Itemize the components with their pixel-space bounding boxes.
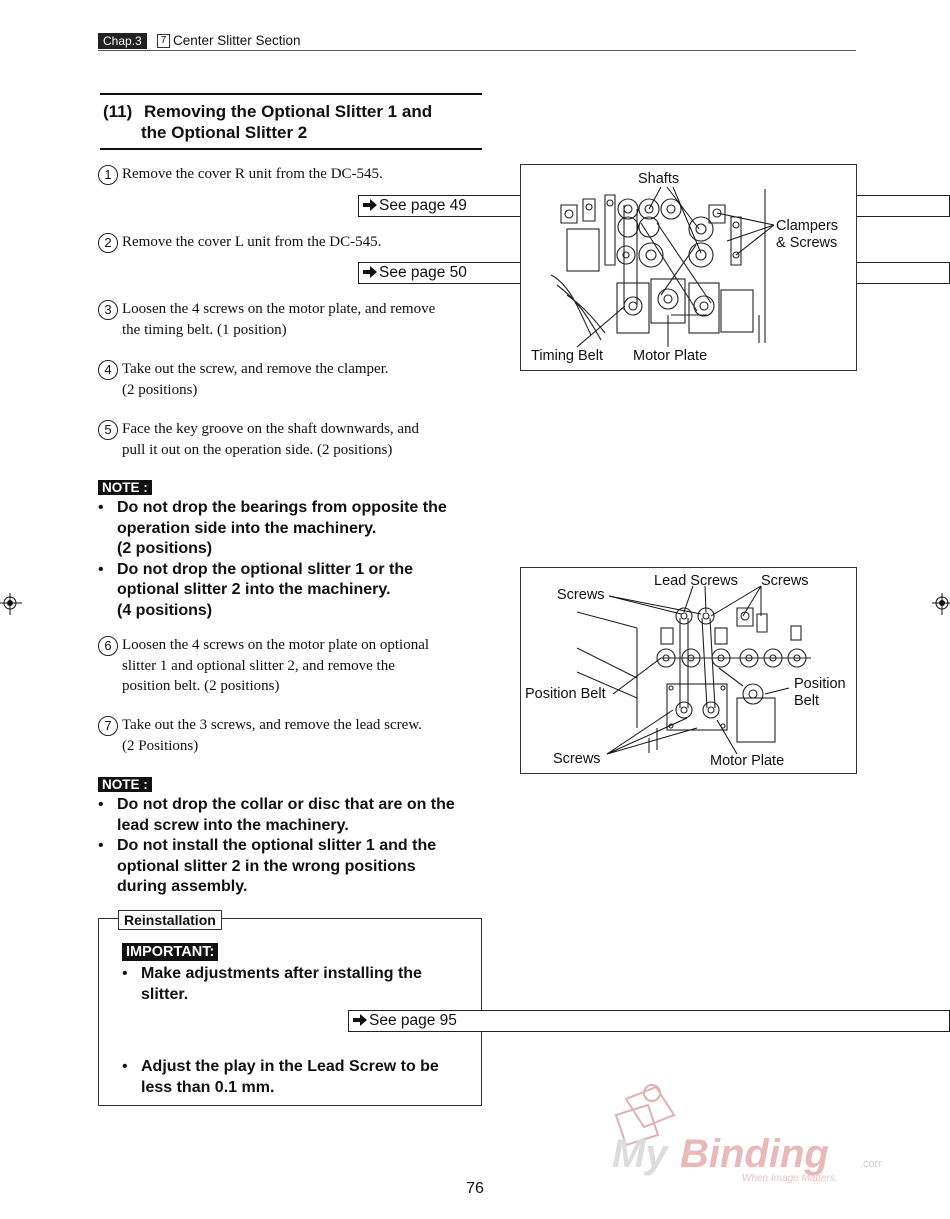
step-text: Loosen the 4 screws on the motor plate on optional	[122, 637, 430, 653]
step-marker: 5	[98, 420, 118, 440]
step-text: the timing belt. (1 position)	[122, 322, 287, 338]
arrow-right-icon	[363, 200, 377, 210]
label-position-belt-left: Position Belt	[525, 686, 606, 702]
see-page-label: See page 49	[379, 197, 467, 214]
note-item: • Do not drop the bearings from opposite the operation side into the machinery. (2 positions)	[98, 498, 488, 560]
step-text: (2 Positions)	[122, 738, 199, 754]
step-marker: 2	[98, 233, 118, 253]
label-screws-bottom: Screws	[553, 751, 601, 767]
step-4	[98, 359, 488, 400]
note-item: • Do not drop the optional slitter 1 or the optional slitter 2 into the machinery. (4 positions)	[98, 560, 488, 622]
mybinding-logo-icon	[612, 1075, 882, 1185]
arrow-right-icon	[353, 1015, 367, 1025]
note-badge: NOTE :	[98, 776, 152, 794]
registration-mark-left-icon	[0, 593, 24, 617]
watermark-tagline: When Image Matters.	[742, 1173, 838, 1184]
important-list	[122, 964, 472, 1005]
step-marker: 6	[98, 636, 118, 656]
procedure-title	[100, 93, 482, 150]
label-motor-plate: Motor Plate	[710, 753, 785, 769]
watermark-suffix: .com	[860, 1158, 882, 1170]
note-list	[98, 498, 488, 621]
see-page-label: See page 50	[379, 264, 467, 281]
chapter-badge: Chap.3	[98, 33, 147, 49]
step-text: Loosen the 4 screws on the motor plate, and remove	[122, 301, 436, 317]
label-and-screws: & Screws	[776, 235, 838, 251]
figure-position-belt	[520, 567, 857, 774]
step-6	[98, 635, 488, 696]
important-item: • Make adjustments after installing the slitter.	[122, 964, 472, 1005]
see-page-label: See page 95	[369, 1012, 457, 1029]
step-text: Remove the cover R unit from the DC-545.	[122, 166, 383, 182]
page-number: 76	[466, 1180, 484, 1197]
procedure-number: (11)	[103, 102, 133, 121]
important-badge: IMPORTANT:	[122, 943, 218, 961]
label-screws-right: Screws	[761, 573, 809, 589]
figure-timing-belt	[520, 164, 857, 371]
label-screws-left: Screws	[557, 587, 605, 603]
note-item: • Do not install the optional slitter 1 and the optional slitter 2 in the wrong positions during assembly.	[98, 836, 488, 898]
important-item: • Adjust the play in the Lead Screw to be less than 0.1 mm.	[122, 1057, 472, 1098]
label-motor-plate: Motor Plate	[633, 348, 708, 364]
figure-1-diagram	[521, 165, 856, 370]
step-text: (2 positions)	[122, 382, 198, 398]
title-line-1: Removing the Optional Slitter 1 and	[144, 102, 433, 121]
section-title: Center Slitter Section	[173, 33, 301, 48]
step-text: Remove the cover L unit from the DC-545.	[122, 234, 382, 250]
see-page-95-link[interactable]	[348, 1010, 950, 1032]
step-text: Take out the 3 screws, and remove the lead screw.	[122, 717, 422, 733]
note-badge: NOTE :	[98, 479, 152, 497]
step-text: Take out the screw, and remove the clamper.	[122, 361, 389, 377]
important-list	[122, 1057, 472, 1098]
reinstallation-label: Reinstallation	[118, 910, 222, 930]
step-text: Face the key groove on the shaft downwards, and	[122, 421, 419, 437]
note-list	[98, 795, 488, 898]
step-7	[98, 715, 488, 756]
label-shafts: Shafts	[638, 171, 680, 187]
label-position: Position	[794, 676, 846, 692]
step-marker: 7	[98, 716, 118, 736]
step-2	[98, 232, 488, 253]
step-text: slitter 1 and optional slitter 2, and remove the	[122, 658, 395, 674]
watermark-logo	[612, 1075, 882, 1185]
step-3	[98, 299, 488, 340]
step-1	[98, 164, 488, 185]
step-text: pull it out on the operation side. (2 positions)	[122, 442, 393, 458]
title-line-2: the Optional Slitter 2	[141, 123, 308, 142]
step-text: position belt. (2 positions)	[122, 678, 280, 694]
arrow-right-icon	[363, 267, 377, 277]
label-clampers: Clampers	[776, 218, 839, 234]
section-number-box: 7	[157, 34, 170, 48]
label-lead-screws: Lead Screws	[654, 573, 738, 589]
step-5	[98, 419, 488, 460]
watermark-brand-binding: Binding	[680, 1132, 829, 1176]
step-marker: 3	[98, 300, 118, 320]
figure-2-diagram	[521, 568, 856, 773]
registration-mark-right-icon	[930, 593, 950, 617]
label-timing-belt: Timing Belt	[531, 348, 603, 364]
step-marker: 1	[98, 165, 118, 185]
watermark-brand-my: My	[612, 1132, 668, 1176]
step-marker: 4	[98, 360, 118, 380]
label-belt: Belt	[794, 693, 819, 709]
note-item: • Do not drop the collar or disc that are on the lead screw into the machinery.	[98, 795, 488, 836]
